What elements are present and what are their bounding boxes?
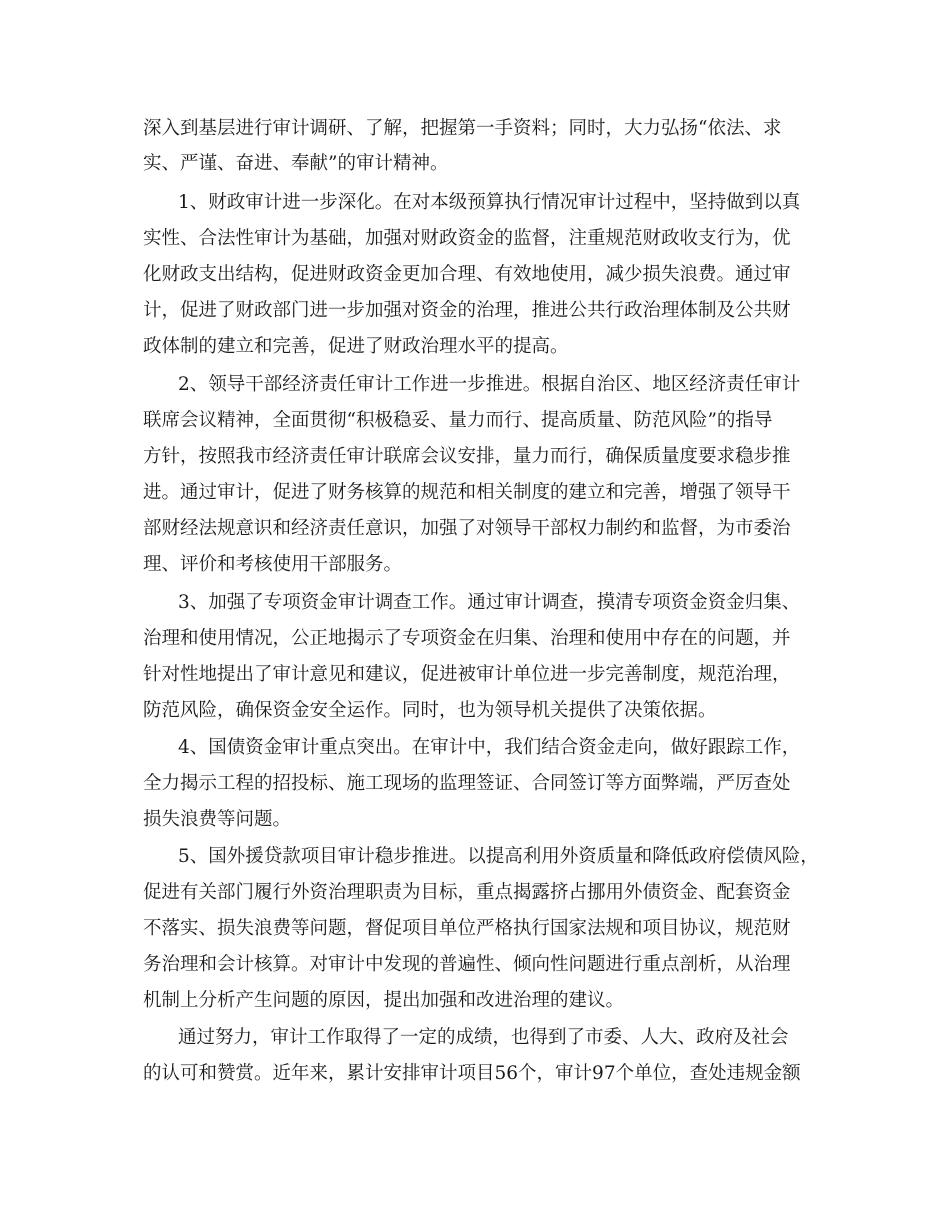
paragraph-first-line: 通过努力，审计工作取得了一定的成绩，也得到了市委、人大、政府及社会 <box>178 1027 789 1048</box>
text-line: 深入到基层进行审计调研、了解，把握第一手资料；同时，大力弘扬“依法、求 <box>143 118 782 139</box>
text-line: 机制上分析产生问题的原因，提出加强和改进治理的建议。 <box>143 990 625 1011</box>
text-line: 防范风险，确保资金安全运作。同时，也为领导机关提供了决策依据。 <box>143 700 717 721</box>
text-line: 治理和使用情况，公正地揭示了专项资金在归集、治理和使用中存在的问题，并 <box>143 628 791 649</box>
paragraph-first-line: 4、国债资金审计重点突出。在审计中，我们结合资金走向，做好跟踪工作， <box>178 737 801 758</box>
text-line: 方针，按照我市经济责任审计联席会议安排，量力而行，确保质量度要求稳步推 <box>143 446 791 467</box>
text-line: 计，促进了财政部门进一步加强对资金的治理，推进公共行政治理体制及公共财 <box>143 300 791 321</box>
text-line: 全力揭示工程的招投标、施工现场的监理签证、合同签订等方面弊端，严厉查处 <box>143 773 791 794</box>
text-line: 政体制的建立和完善，促进了财政治理水平的提高。 <box>143 336 569 357</box>
text-line: 理、评价和考核使用干部服务。 <box>143 554 403 575</box>
paragraph-first-line: 5、国外援贷款项目审计稳步推进。以提高利用外资质量和降低政府偿债风险， <box>178 846 819 867</box>
text-line: 针对性地提出了审计意见和建议，促进被审计单位进一步完善制度，规范治理， <box>143 664 791 685</box>
text-line: 部财经法规意识和经济责任意识，加强了对领导干部权力制约和监督，为市委治 <box>143 518 791 539</box>
paragraph-first-line: 2、领导干部经济责任审计工作进一步推进。根据自治区、地区经济责任审计 <box>178 374 801 395</box>
text-line: 实、严谨、奋进、奉献”的审计精神。 <box>143 153 449 174</box>
text-line: 损失浪费等问题。 <box>143 809 292 830</box>
paragraph-first-line: 1、财政审计进一步深化。在对本级预算执行情况审计过程中，坚持做到以真 <box>178 192 801 213</box>
text-line: 不落实、损失浪费等问题，督促项目单位严格执行国家法规和项目协议，规范财 <box>143 918 791 939</box>
text-line: 化财政支出结构，促进财政资金更加合理、有效地使用，减少损失浪费。通过审 <box>143 264 791 285</box>
text-line: 实性、合法性审计为基础，加强对财政资金的监督，注重规范财政收支行为，优 <box>143 228 791 249</box>
text-line: 联席会议精神，全面贯彻“积极稳妥、量力而行、提高质量、防范风险”的指导 <box>143 410 773 431</box>
text-line: 促进有关部门履行外资治理职责为目标，重点揭露挤占挪用外债资金、配套资金 <box>143 882 791 903</box>
text-line: 务治理和会计核算。对审计中发现的普遍性、倾向性问题进行重点剖析，从治理 <box>143 954 791 975</box>
paragraph-first-line: 3、加强了专项资金审计调查工作。通过审计调查，摸清专项资金资金归集、 <box>178 592 801 613</box>
text-line: 进。通过审计，促进了财务核算的规范和相关制度的建立和完善，增强了领导干 <box>143 482 791 503</box>
text-line: 的认可和赞赏。近年来，累计安排审计项目56个，审计97个单位，查处违规金额 <box>143 1063 801 1084</box>
